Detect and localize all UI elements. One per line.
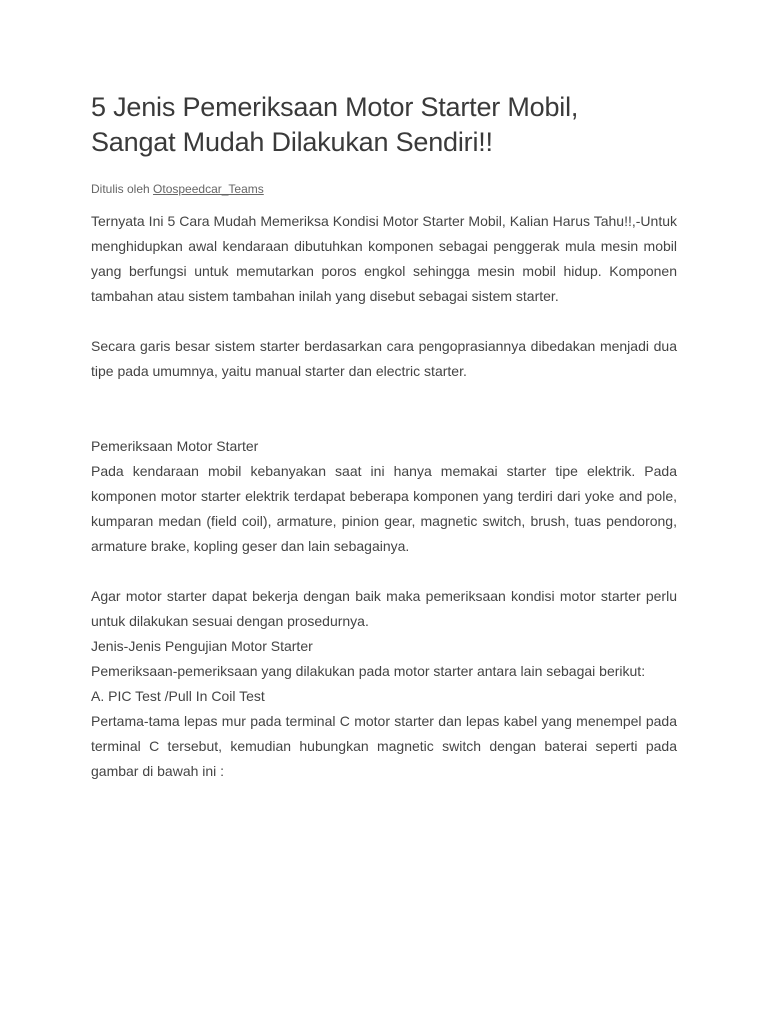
heading-pic-test: A. PIC Test /Pull In Coil Test — [91, 688, 265, 704]
byline-prefix: Ditulis oleh — [91, 182, 154, 196]
paragraph-spacer — [91, 384, 677, 434]
heading-pemeriksaan-motor-starter: Pemeriksaan Motor Starter — [91, 438, 259, 454]
paragraph-spacer — [91, 559, 677, 584]
paragraph-components: Pada kendaraan mobil kebanyakan saat ini hanya memakai starter tipe elektrik. Pada komponen motor starter elektrik terdapat beberapa komponen yang terdiri dari yoke and pole, kumparan medan (field coil), armature, pinion gear, magnetic switch, brush, tuas pendorong, armature brake, kopling geser dan lain sebagainya. — [91, 463, 677, 554]
paragraph-intro: Ternyata Ini 5 Cara Mudah Memeriksa Kondisi Motor Starter Mobil, Kalian Harus Tahu!!,-Untuk menghidupkan awal kendaraan dibutuhkan komponen sebagai penggerak mula mesin mobil yang berfungsi untuk memutarkan poros engkol sehingga mesin mobil hidup. Komponen tambahan atau sistem tambahan inilah yang disebut sebagai sistem starter. — [91, 213, 677, 304]
paragraph-spacer — [91, 309, 677, 334]
byline — [91, 181, 677, 197]
article — [91, 90, 677, 784]
paragraph-procedure: Agar motor starter dapat bekerja dengan baik maka pemeriksaan kondisi motor starter perlu untuk dilakukan sesuai dengan prosedurnya. — [91, 588, 677, 629]
paragraph-pic-steps: Pertama-tama lepas mur pada terminal C motor starter dan lepas kabel yang menempel pada terminal C tersebut, kemudian hubungkan magnetic switch dengan baterai seperti pada gambar di bawah ini : — [91, 713, 677, 779]
author-link[interactable]: Otospeedcar_Teams — [153, 182, 264, 196]
article-title — [91, 90, 677, 160]
heading-jenis-pengujian: Jenis-Jenis Pengujian Motor Starter — [91, 638, 313, 654]
paragraph-tests-list: Pemeriksaan-pemeriksaan yang dilakukan pada motor starter antara lain sebagai berikut: — [91, 663, 646, 679]
article-title-line-1: 5 Jenis Pemeriksaan Motor Starter Mobil, — [91, 92, 579, 122]
paragraph-starter-types: Secara garis besar sistem starter berdasarkan cara pengoprasiannya dibedakan menjadi dua tipe pada umumnya, yaitu manual starter dan electric starter. — [91, 338, 677, 379]
article-body — [91, 209, 677, 784]
article-title-line-2: Sangat Mudah Dilakukan Sendiri!! — [91, 127, 493, 157]
